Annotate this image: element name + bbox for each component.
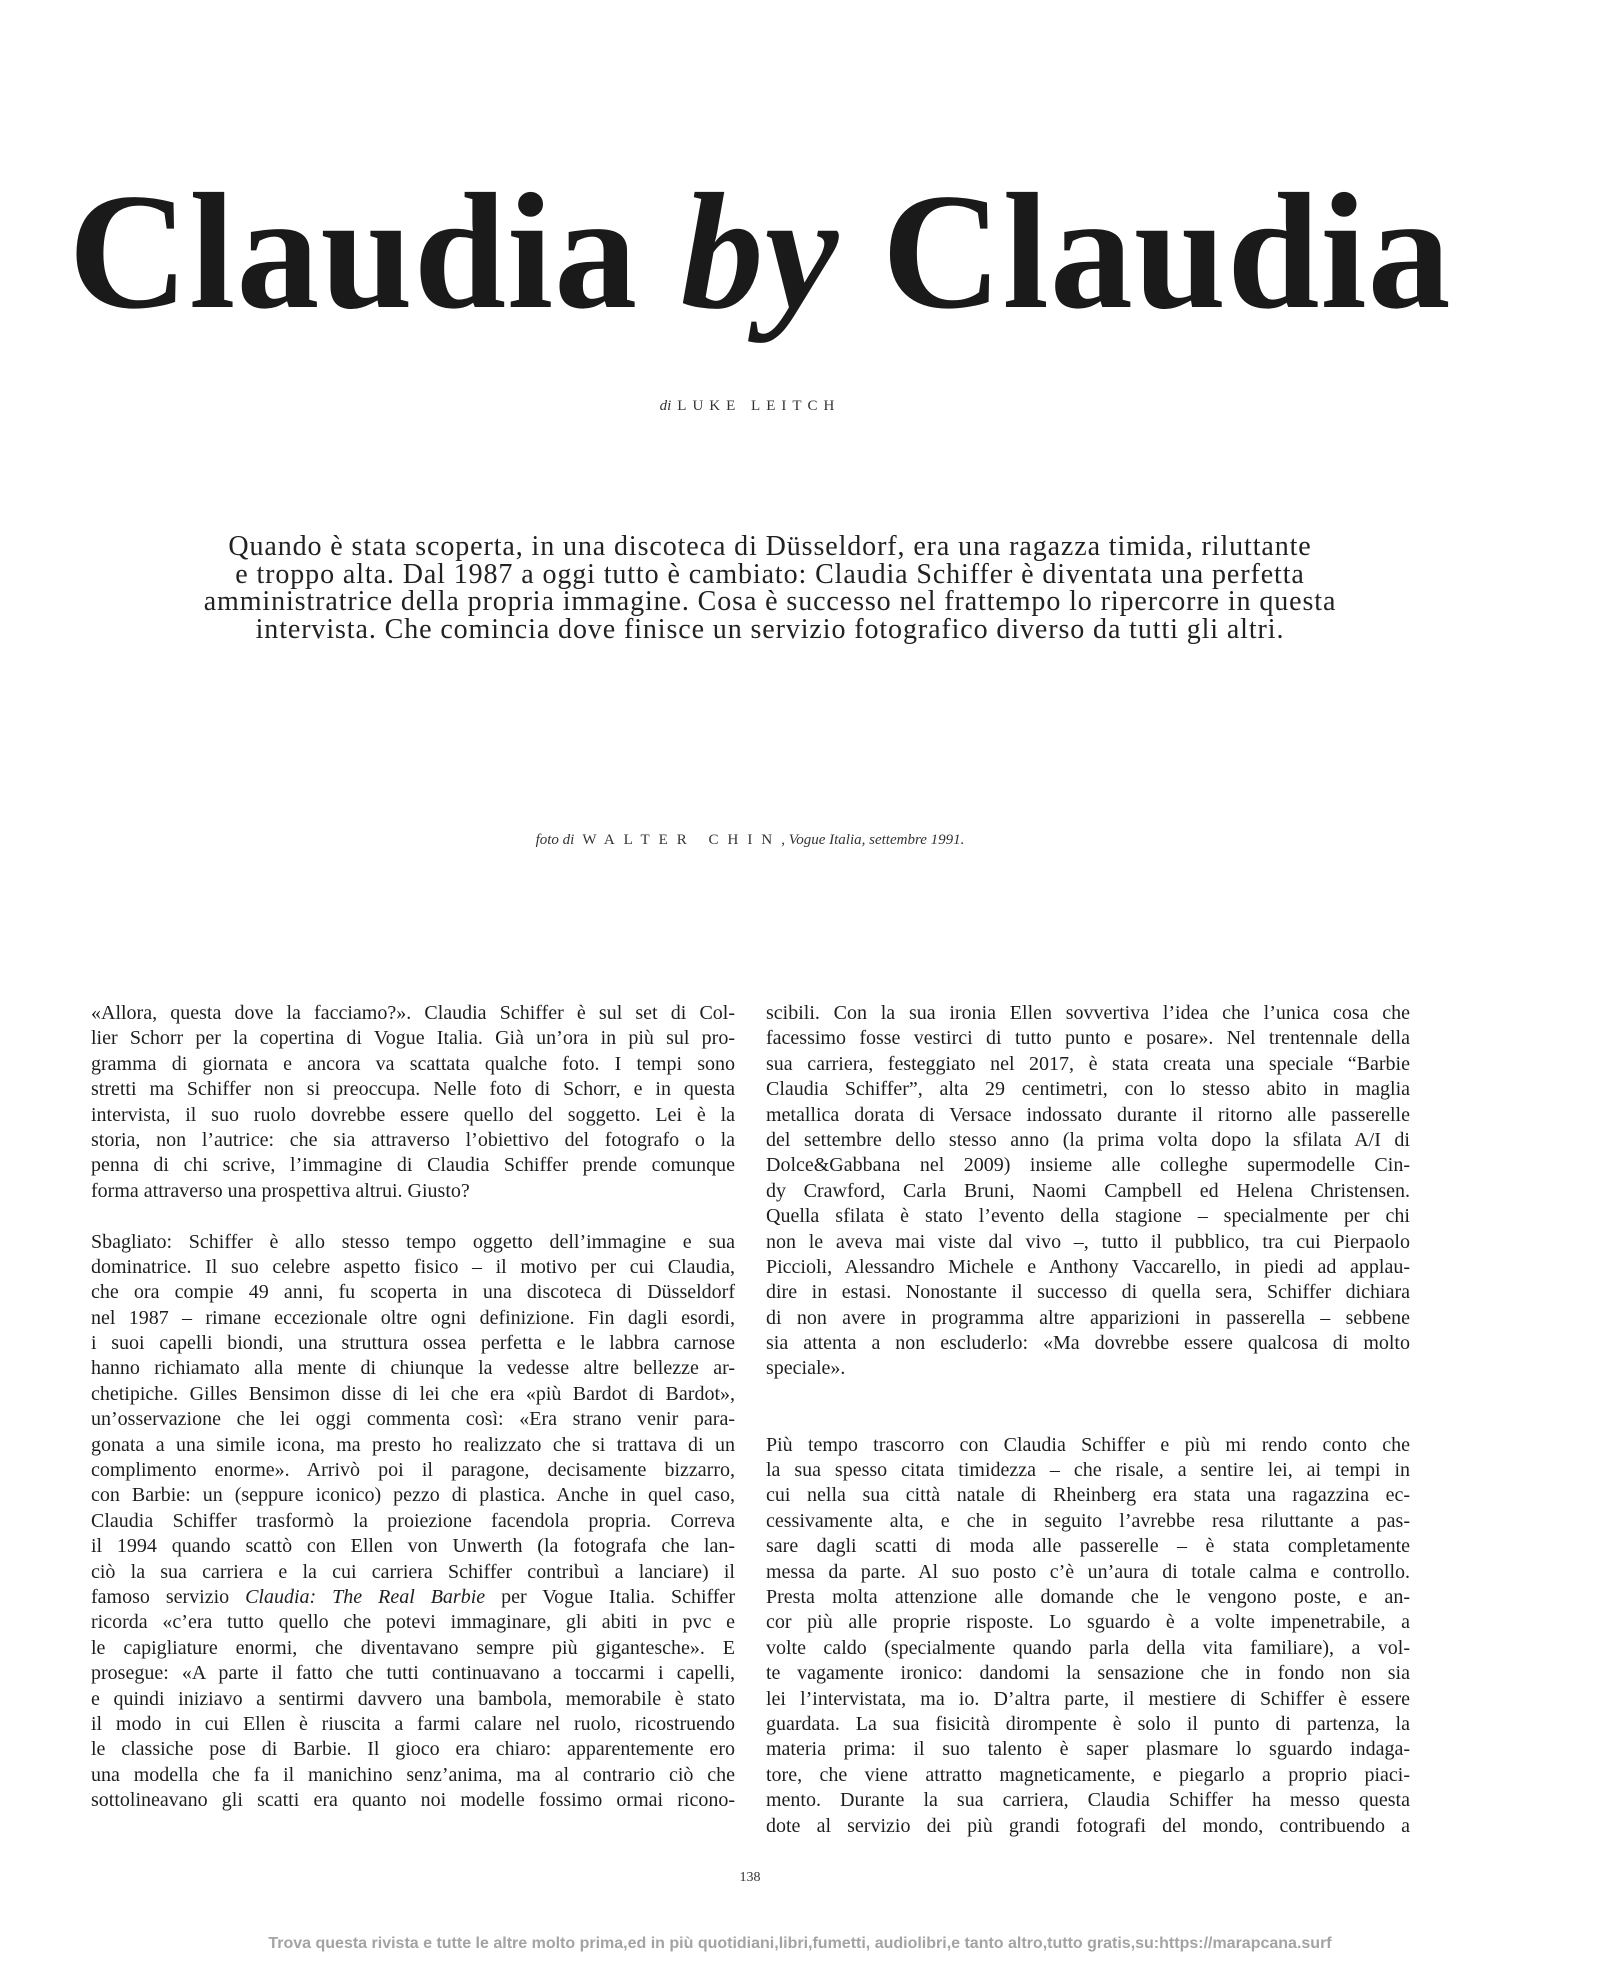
credit-source: Vogue Italia, settembre 1991. <box>788 832 965 848</box>
text-line: dominatrice. Il suo celebre aspetto fisico – il motivo per cui Claudia, <box>91 1255 735 1278</box>
title-part-3: Claudia <box>881 159 1452 344</box>
text-line: di non avere in programma altre apparizioni in passerella – sebbene <box>766 1306 1410 1329</box>
paragraph <box>91 1001 735 1204</box>
text-line: lier Schorr per la copertina di Vogue Italia. Già un’ora in più sul pro- <box>91 1027 735 1050</box>
text-line: il 1994 quando scattò con Ellen von Unwerth (la fotografa che lan- <box>91 1535 735 1558</box>
text-line: nel 1987 – rimane eccezionale oltre ogni definizione. Fin dagli esordi, <box>91 1306 735 1329</box>
photo-credit <box>0 832 1500 849</box>
page-number: 138 <box>739 1870 761 1885</box>
text-line: te vagamente ironico: dandomi la sensazione che in fondo non sia <box>766 1662 1410 1685</box>
text-line: intervista, il suo ruolo dovrebbe essere quello del soggetto. Lei è la <box>91 1103 735 1126</box>
text-line: lei l’intervistata, ma io. D’altra parte, il mestiere di Schiffer è essere <box>766 1687 1410 1710</box>
text-line: prosegue: «A parte il fatto che tutti continuavano a toccarmi i capelli, <box>91 1662 735 1685</box>
text-line: facessimo fosse vestirci di tutto punto e posare». Nel trentennale della <box>766 1027 1410 1050</box>
paragraph <box>766 1433 1410 1839</box>
text-line: forma attraverso una prospettiva altrui. Giusto? <box>91 1179 470 1202</box>
text-line: tore, che viene attratto magneticamente, e piegarlo a proprio piaci- <box>766 1763 1410 1786</box>
text-line: guardata. La sua fisicità dirompente è solo il punto di partenza, la <box>766 1712 1410 1735</box>
article-title <box>0 151 1520 351</box>
text-line: volte caldo (specialmente quando parla della vita familiare), a vol- <box>766 1636 1410 1659</box>
byline-author: LUKE LEITCH <box>677 398 841 414</box>
text-line: metallica dorata di Versace indossato durante il ritorno alle passerelle <box>766 1103 1410 1126</box>
byline <box>0 398 1500 415</box>
text-line: messa da parte. Al suo posto c’è un’aura di totale calma e controllo. <box>766 1560 1410 1583</box>
text-line: storia, non l’autrice: che sia attraverso l’obiettivo del fotografo o la <box>91 1128 735 1151</box>
text-line: stretti ma Schiffer non si preoccupa. Nelle foto di Schorr, e in questa <box>91 1078 735 1101</box>
text-line: Presta molta attenzione alle domande che le vengono poste, e an- <box>766 1586 1410 1608</box>
text-line: Quella sfilata è stato l’evento della stagione – specialmente per chi <box>766 1205 1410 1228</box>
text-line: chetipiche. Gilles Bensimon disse di lei che era «più Bardot di Bardot», <box>91 1382 735 1405</box>
text-line: materia prima: il suo talento è saper plasmare lo sguardo indaga- <box>766 1738 1410 1761</box>
text-line: cor più alle proprie risposte. Lo sguardo è a volte impenetrabile, a <box>766 1611 1410 1634</box>
text-line: ricorda «c’era tutto quello che potevi immaginare, gli abiti in pvc e <box>91 1611 735 1634</box>
text-line: ciò la sua carriera e la cui carriera Schiffer contribuì a lanciare) il <box>91 1560 735 1583</box>
text-line: le capigliature enormi, che diventavano sempre più gigantesche». E <box>91 1636 735 1659</box>
text-line: mento. Durante la sua carriera, Claudia Schiffer ha messo questa <box>766 1789 1410 1812</box>
text-line: cui nella sua città natale di Rheinberg era stata una ragazzina ec- <box>766 1484 1410 1507</box>
text-line: dire in estasi. Nonostante il successo di quella sera, Schiffer dichiara <box>766 1281 1410 1304</box>
text-line: gramma di giornata e ancora va scattata qualche foto. I tempi sono <box>91 1052 735 1075</box>
article-deck <box>150 533 1390 643</box>
text-line: complimento enorme». Arrivò poi il paragone, decisamente bizzarro, <box>91 1459 735 1482</box>
title-part-1: Claudia <box>68 159 639 344</box>
text-line: un’osservazione che lei oggi commenta così: «Era strano venir para- <box>91 1408 735 1431</box>
italic-title-text: Claudia: The Real Barbie <box>245 1585 486 1608</box>
text-line: sia attenta a non escluderlo: «Ma dovrebbe essere qualcosa di molto <box>766 1332 1410 1355</box>
text-line: cessivamente alta, e che in seguito l’avrebbe resa riluttante a pas- <box>766 1509 1410 1532</box>
title-part-2: by <box>680 159 840 344</box>
text-line: dote al servizio dei più grandi fotografi del mondo, contribuendo a <box>766 1814 1410 1837</box>
text-line: che ora compie 49 anni, fu scoperta in una discoteca di Düsseldorf <box>91 1281 735 1304</box>
text-line: con Barbie: un (seppure iconico) pezzo di plastica. Anche in quel caso, <box>91 1484 735 1507</box>
byline-prefix: di <box>659 398 672 414</box>
text-line: i suoi capelli biondi, una struttura ossea perfetta e le labbra carnose <box>91 1332 735 1355</box>
text-line: non le aveva mai viste dal vivo –, tutto il pubblico, tra cui Pierpaolo <box>766 1230 1410 1253</box>
text-line: sua carriera, festeggiato nel 2017, è stata creata una speciale “Barbie <box>766 1052 1410 1075</box>
text-line: gonata a una simile icona, ma presto ho realizzato che si trattava di un <box>91 1433 735 1456</box>
text-line: del settembre dello stesso anno (la prima volta dopo la sfilata A/I di <box>766 1128 1410 1151</box>
paragraph <box>766 1001 1410 1382</box>
text-line: sare dagli scatti di moda alle passerelle – è stata completamente <box>766 1535 1410 1558</box>
text-line: e quindi iniziavo a sentirmi davvero una bambola, memorabile è stato <box>91 1687 735 1710</box>
credit-separator: , <box>781 832 785 848</box>
text-line: Claudia Schiffer”, alta 29 centimetri, con lo stesso abito in maglia <box>766 1078 1410 1101</box>
text-segment: famoso servizio <box>91 1585 246 1608</box>
deck-line: intervista. Che comincia dove finisce un servizio fotografico diverso da tutti gli altri. <box>255 613 1285 645</box>
text-line: la sua spesso citata timidezza – che risale, a sentire lei, ai tempi in <box>766 1459 1410 1482</box>
text-line: le classiche pose di Barbie. Il gioco era chiaro: apparentemente ero <box>91 1738 735 1761</box>
deck-line: Quando è stata scoperta, in una discoteca di Düsseldorf, era una ragazza timida, riluttante <box>228 531 1312 562</box>
text-line: Claudia Schiffer trasformò la proiezione facendola propria. Correva <box>91 1509 735 1532</box>
text-line: una modella che fa il manichino senz’anima, ma al contrario ciò che <box>91 1763 735 1786</box>
text-line: dy Crawford, Carla Bruni, Naomi Campbell ed Helena Christensen. <box>766 1179 1410 1202</box>
text-line: sottolineavano gli scatti era quanto noi modelle fossimo ormai ricono- <box>91 1789 735 1812</box>
text-line: speciale». <box>766 1357 846 1380</box>
deck-line: e troppo alta. Dal 1987 a oggi tutto è cambiato: Claudia Schiffer è diventata una perfetta <box>235 558 1305 590</box>
text-line: «Allora, questa dove la facciamo?». Claudia Schiffer è sul set di Col- <box>91 1002 735 1024</box>
deck-line: amministratrice della propria immagine. Cosa è successo nel frattempo lo ripercorre in questa <box>203 586 1337 617</box>
body-column-left <box>91 1001 735 1839</box>
paragraph <box>91 1230 735 1814</box>
promo-footer: Trova questa rivista e tutte le altre molto prima,ed in più quotidiani,libri,fumetti, audiolibri,e tanto altro,tutto gratis,su:https://marapcana.surf <box>268 1935 1332 1952</box>
credit-photographer: WALTER CHIN <box>582 832 782 848</box>
text-line: hanno richiamato alla mente di chiunque la vedesse altre bellezze ar- <box>91 1357 735 1380</box>
text-line: Sbagliato: Schiffer è allo stesso tempo oggetto dell’immagine e sua <box>91 1230 735 1253</box>
credit-prefix: foto di <box>535 832 575 848</box>
text-line: scibili. Con la sua ironia Ellen sovvertiva l’idea che l’unica cosa che <box>766 1002 1410 1024</box>
text-line: Dolce&Gabbana nel 2009) insieme alle colleghe supermodelle Cin- <box>766 1154 1410 1177</box>
text-segment: per Vogue Italia. Schiffer <box>485 1585 735 1608</box>
text-line: penna di chi scrive, l’immagine di Claudia Schiffer prende comunque <box>91 1154 735 1177</box>
text-line <box>91 1585 735 1610</box>
body-column-right <box>766 1001 1410 1864</box>
text-line: il modo in cui Ellen è riuscita a farmi calare nel ruolo, ricostruendo <box>91 1712 735 1735</box>
text-line: Più tempo trascorro con Claudia Schiffer e più mi rendo conto che <box>766 1433 1410 1456</box>
text-line: Piccioli, Alessandro Michele e Anthony Vaccarello, in piedi ad applau- <box>766 1255 1410 1278</box>
